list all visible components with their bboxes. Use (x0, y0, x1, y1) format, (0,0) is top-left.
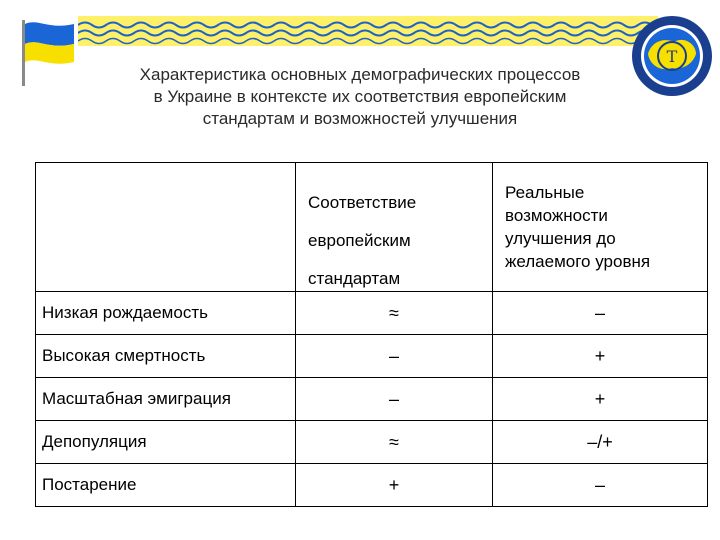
table-row (36, 378, 708, 421)
header-compliance-line: европейским (308, 231, 411, 250)
compliance-value: – (296, 378, 493, 421)
table-row (36, 292, 708, 335)
compliance-value: ≈ (296, 292, 493, 335)
title-line-3: стандартам и возможностей улучшения (202, 109, 518, 128)
header-improvement-line: возможности (505, 206, 608, 225)
header-compliance-line: стандартам (308, 269, 401, 288)
table-row (36, 464, 708, 507)
institute-emblem-icon (630, 14, 714, 98)
table-row (36, 421, 708, 464)
demographic-table (35, 162, 708, 507)
header-improvement-line: Реальные (505, 183, 585, 202)
top-banner (78, 16, 658, 46)
ukraine-flag-icon (18, 16, 78, 88)
table-header-row (36, 163, 708, 292)
row-label: Высокая смертность (36, 335, 296, 378)
improvement-value: – (493, 464, 708, 507)
title-line-2: в Украине в контексте их соответствия европейским (153, 87, 567, 106)
row-label: Масштабная эмиграция (36, 378, 296, 421)
improvement-value: + (493, 335, 708, 378)
svg-text:T: T (666, 47, 678, 66)
page-title (90, 64, 630, 130)
wave-decoration (78, 16, 658, 46)
improvement-value: – (493, 292, 708, 335)
header-improvement-line: улучшения до (505, 229, 616, 248)
title-line-1: Характеристика основных демографических процессов (139, 65, 581, 84)
table-row (36, 335, 708, 378)
improvement-value: –/+ (493, 421, 708, 464)
compliance-value: ≈ (296, 421, 493, 464)
header-improvement-line: желаемого уровня (505, 252, 651, 271)
header-compliance (296, 163, 493, 292)
header-compliance-line: Соответствие (308, 193, 417, 212)
compliance-value: + (296, 464, 493, 507)
improvement-value: + (493, 378, 708, 421)
row-label: Постарение (36, 464, 296, 507)
row-label: Депопуляция (36, 421, 296, 464)
header-improvement (493, 163, 708, 292)
compliance-value: – (296, 335, 493, 378)
row-label: Низкая рождаемость (36, 292, 296, 335)
header-empty-cell (36, 163, 296, 292)
